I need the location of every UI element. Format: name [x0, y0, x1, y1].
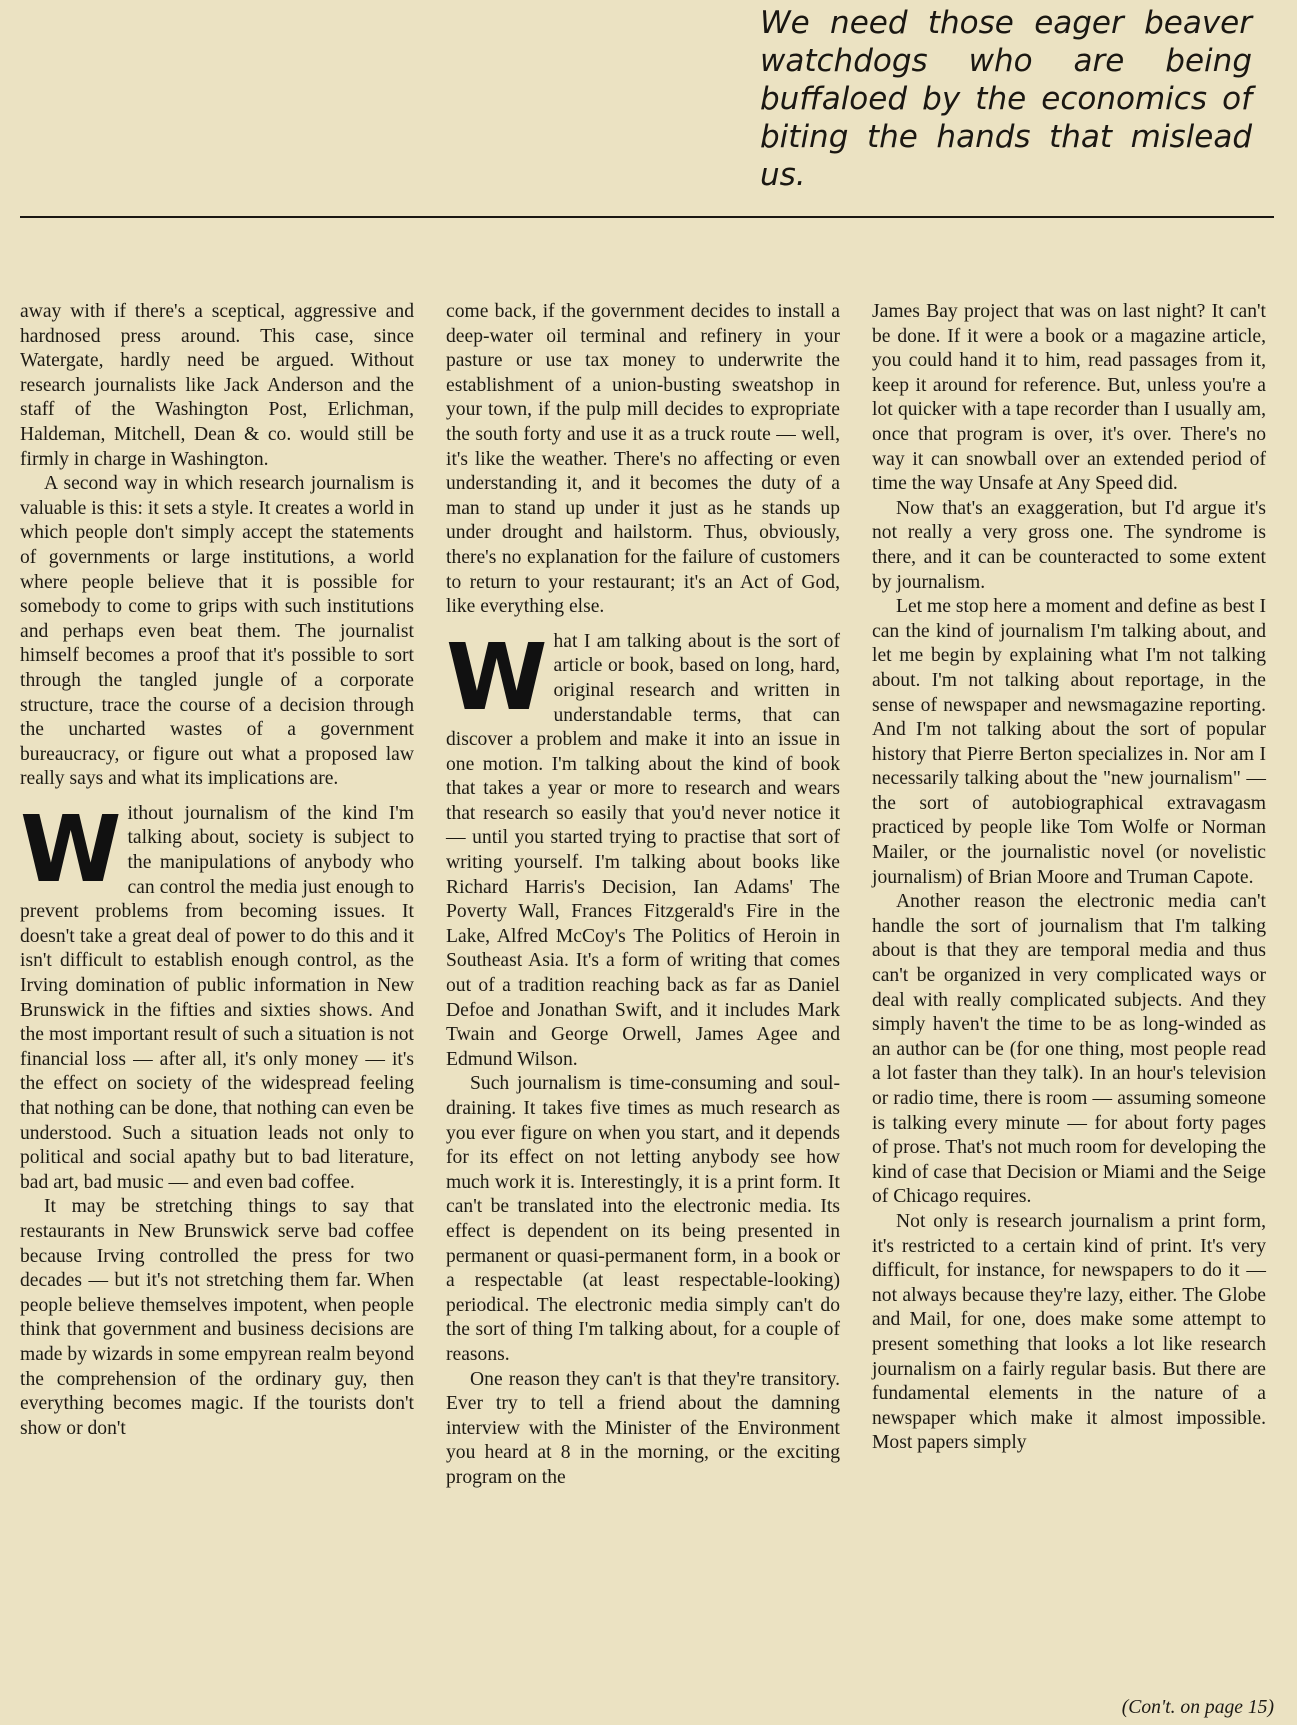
drop-cap: W — [446, 623, 548, 731]
paragraph: Another reason the electronic media can't handle the sort of journalism that I'm talking about is that they are temporal media and thus can't be organized in very complicated ways or deal with really complicated subjects. And they simply haven't the time to be as long-winded as an author can be (for one thing, most people read a lot faster than they talk). In an hour's television or radio time, there is room — assuming someone is talking every minute — for about forty pages of prose. That's not much room for developing the kind of case that Decision or Miami and the Seige of Chicago requires. — [872, 891, 1266, 1208]
paragraph: Such journalism is time-consuming and soul-draining. It takes five times as much research as you ever figure on when you start, and it depends for its effect on not letting anybody see how much work it is. Interestingly, it is a print form. It can't be translated into the electronic media. Its effect is dependent on its being presented in permanent or quasi-permanent form, in a book or a respectable (at least respectable-looking) periodical. The electronic media simply can't do the sort of thing I'm talking about, for a couple of reasons. — [446, 1073, 840, 1365]
pull-quote: We need those eager beaver watchdogs who are being buffaloed by the economics of biting the hands that mislead us. — [760, 5, 1252, 193]
column-1 — [20, 300, 414, 1441]
paragraph: Not only is research journalism a print form, it's restricted to a certain kind of print. It's very difficult, for instance, for newspapers to do it — not always because they're lazy, either. The Globe and Mail, for one, does make some attempt to present something that looks a lot like research journalism on a fairly regular basis. But there are fundamental elements in the nature of a newspaper which make it almost impossible. Most papers simply — [872, 1210, 1266, 1454]
paragraph-text: hat I am talking about is the sort of article or book, based on long, hard, original research and written in understandable terms, that can discover a problem and make it into an issue in one motion. I'm talking about the kind of book that takes a year or more to research and wears that research so easily that you'd never notice it — until you started trying to practise that sort of writing yourself. I'm talking about books like Richard Harris's Decision, Ian Adams' The Poverty Wall, Frances Fitzgerald's Fire in the Lake, Alfred McCoy's The Politics of Heroin in Southeast Asia. It's a form of writing that comes out of a tradition reaching back as far as Daniel Defoe and Jonathan Swift, and it includes Mark Twain and George Orwell, James Agee and Edmund Wilson. — [446, 630, 840, 1070]
divider-rule — [20, 216, 1274, 218]
column-2 — [446, 300, 840, 1491]
paragraph-text: ithout journalism of the kind I'm talking about, society is subject to the manipulations of anybody who can control the media just enough to prevent problems from becoming issues. It doesn't take a great deal of power to do this and it isn't difficult to establish enough control, as the Irving domination of public information in New Brunswick in the fifties and sixties shows. And the most important result of such a situation is not financial loss — after all, it's only money — it's the effect on society of the widespread feeling that nothing can be done, that nothing can even be understood. Such a situation leads not only to political and social apathy but to bad literature, bad art, bad music — and even bad coffee. — [20, 802, 414, 1193]
column-3 — [872, 300, 1266, 1456]
paragraph: One reason they can't is that they're transitory. Ever try to tell a friend about the damning interview with the Minister of the Environment you heard at 8 in the morning, or the exciting program on the — [446, 1368, 840, 1488]
paragraph-dropcap — [446, 623, 840, 1073]
paragraph: Now that's an exaggeration, but I'd argue it's not really a very gross one. The syndrome is there, and it can be counteracted to some extent by journalism. — [872, 497, 1266, 593]
paragraph-dropcap — [20, 795, 414, 1196]
paragraph: James Bay project that was on last night? It can't be done. If it were a book or a magazine article, you could hand it to him, read passages from it, keep it around for reference. But, unless you're a lot quicker with a tape recorder than I usually am, once that program is over, it's over. There's no way it can snowball over an extended period of time the way Unsafe at Any Speed did. — [872, 301, 1266, 495]
drop-cap: W — [20, 795, 122, 903]
paragraph: It may be stretching things to say that restaurants in New Brunswick serve bad coffee because Irving controlled the press for two decades — but it's not stretching them far. When people believe themselves impotent, when people think that government and business decisions are made by wizards in some empyrean realm beyond the comprehension of the ordinary guy, then everything becomes magic. If the tourists don't show or don't — [20, 1196, 414, 1439]
paragraph: Let me stop here a moment and define as best I can the kind of journalism I'm talking about, and let me begin by explaining what I'm not talking about. I'm not talking about reportage, in the sense of newspaper and newsmagazine reporting. And I'm not talking about the sort of popular history that Pierre Berton specializes in. Nor am I necessarily talking about the "new journalism" — the sort of autobiographical extravagasm practiced by people like Tom Wolfe or Norman Mailer, or the journalistic novel (or novelistic journalism) of Brian Moore and Truman Capote. — [872, 596, 1266, 888]
paragraph: come back, if the government decides to install a deep-water oil terminal and refinery in your pasture or use tax money to underwrite the establishment of a union-busting sweatshop in your town, if the pulp mill decides to expropriate the south forty and use it as a truck route — well, it's like the weather. There's no affecting or even understanding it, and it becomes the duty of a man to stand up under it just as he stands up under drought and hailstorm. Thus, obviously, there's no explanation for the failure of customers to return to your restaurant; it's an Act of God, like everything else. — [446, 301, 840, 618]
paragraph: away with if there's a sceptical, aggressive and hardnosed press around. This case, since Watergate, hardly need be argued. Without research journalists like Jack Anderson and the staff of the Washington Post, Erlichman, Haldeman, Mitchell, Dean & co. would still be firmly in charge in Washington. — [20, 301, 414, 470]
paragraph: A second way in which research journalism is valuable is this: it sets a style. It creates a world in which people don't simply accept the statements of governments or large institutions, a world where people believe that it is possible for somebody to come to grips with such institutions and perhaps even beat them. The journalist himself becomes a proof that it's possible to sort through the tangled jungle of a corporate structure, trace the course of a decision through the uncharted wastes of a government bureaucracy, or figure out what a proposed law really says and what its implications are. — [20, 473, 414, 790]
continuation-note: (Con't. on page 15) — [1121, 1697, 1274, 1718]
